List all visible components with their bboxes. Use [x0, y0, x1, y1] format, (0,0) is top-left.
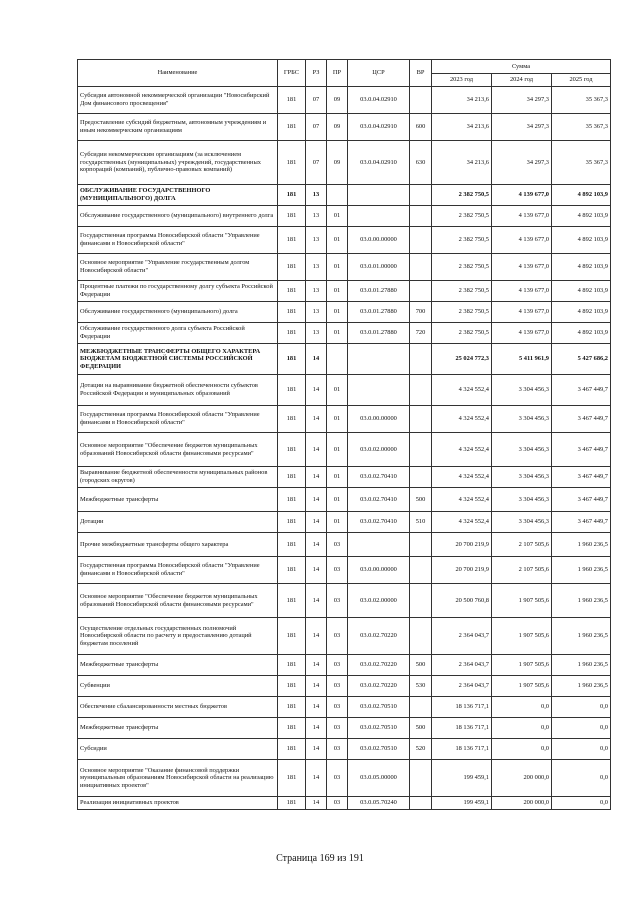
cell-name: Основное мероприятие "Управление государственным долгом Новосибирской области" [78, 254, 278, 281]
table-row [78, 281, 611, 302]
cell-2024: 34 297,3 [492, 87, 552, 114]
cell-csr [348, 344, 410, 375]
cell-csr: 03.0.04.02910 [348, 141, 410, 185]
budget-table [77, 59, 611, 810]
cell-grbs: 181 [278, 533, 306, 557]
cell-rz: 13 [306, 323, 327, 344]
table-row [78, 344, 611, 375]
cell-2023: 2 382 750,5 [432, 254, 492, 281]
cell-2025: 5 427 686,2 [552, 344, 611, 375]
cell-rz: 13 [306, 281, 327, 302]
cell-2024: 4 139 677,0 [492, 206, 552, 227]
cell-2025: 4 892 103,9 [552, 185, 611, 206]
cell-grbs: 181 [278, 760, 306, 797]
cell-pr: 03 [327, 655, 348, 676]
cell-name: Основное мероприятие "Обеспечение бюджетов муниципальных образований Новосибирской области финансовыми ресурсами" [78, 433, 278, 467]
cell-name: Выравнивание бюджетной обеспеченности муниципальных районов (городских округов) [78, 467, 278, 488]
cell-grbs: 181 [278, 302, 306, 323]
cell-rz: 07 [306, 87, 327, 114]
cell-2025: 0,0 [552, 739, 611, 760]
table-row [78, 141, 611, 185]
cell-csr [348, 185, 410, 206]
table-row [78, 433, 611, 467]
cell-name: Межбюджетные трансферты [78, 718, 278, 739]
cell-rz: 13 [306, 185, 327, 206]
cell-pr: 03 [327, 760, 348, 797]
cell-rz: 07 [306, 114, 327, 141]
cell-2023: 25 024 772,3 [432, 344, 492, 375]
table-row [78, 512, 611, 533]
cell-2025: 4 892 103,9 [552, 281, 611, 302]
cell-pr: 01 [327, 433, 348, 467]
cell-2023: 2 364 043,7 [432, 676, 492, 697]
cell-csr: 03.0.02.70220 [348, 618, 410, 655]
cell-2025: 3 467 449,7 [552, 512, 611, 533]
cell-csr [348, 375, 410, 406]
cell-2025: 3 467 449,7 [552, 488, 611, 512]
cell-2025: 0,0 [552, 760, 611, 797]
cell-csr: 03.0.02.00000 [348, 584, 410, 618]
header-year-2025: 2025 год [552, 74, 611, 87]
table-row [78, 655, 611, 676]
cell-pr: 01 [327, 281, 348, 302]
cell-2024: 3 304 456,3 [492, 488, 552, 512]
cell-rz: 13 [306, 302, 327, 323]
cell-2024: 0,0 [492, 718, 552, 739]
cell-2023: 2 382 750,5 [432, 281, 492, 302]
cell-2023: 4 324 552,4 [432, 406, 492, 433]
cell-csr: 03.0.02.70220 [348, 676, 410, 697]
cell-rz: 14 [306, 584, 327, 618]
table-row [78, 488, 611, 512]
cell-2024: 1 907 505,6 [492, 676, 552, 697]
table-body [78, 87, 611, 810]
cell-grbs: 181 [278, 87, 306, 114]
table-row [78, 760, 611, 797]
cell-name: Основное мероприятие "Обеспечение бюджетов муниципальных образований Новосибирской области финансовыми ресурсами" [78, 584, 278, 618]
cell-rz: 13 [306, 227, 327, 254]
cell-2025: 0,0 [552, 718, 611, 739]
cell-vr [410, 185, 432, 206]
cell-vr [410, 375, 432, 406]
cell-2023: 34 213,6 [432, 87, 492, 114]
cell-csr: 03.0.01.27880 [348, 281, 410, 302]
cell-2024: 4 139 677,0 [492, 281, 552, 302]
cell-2025: 1 960 236,5 [552, 655, 611, 676]
table-row [78, 797, 611, 810]
cell-name: ОБСЛУЖИВАНИЕ ГОСУДАРСТВЕННОГО (МУНИЦИПАЛЬНОГО) ДОЛГА [78, 185, 278, 206]
cell-vr: 520 [410, 739, 432, 760]
table-row [78, 739, 611, 760]
table-row [78, 254, 611, 281]
table-row [78, 114, 611, 141]
cell-name: Субсидии некоммерческим организациям (за исключением государственных (муниципальных) учреждений, государственных корпораций (компаний), публично-правовых компаний) [78, 141, 278, 185]
cell-2025: 4 892 103,9 [552, 302, 611, 323]
cell-vr [410, 467, 432, 488]
cell-2024: 3 304 456,3 [492, 406, 552, 433]
cell-name: Предоставление субсидий бюджетным, автономным учреждениям и иным некоммерческим организациям [78, 114, 278, 141]
cell-grbs: 181 [278, 141, 306, 185]
cell-rz: 14 [306, 533, 327, 557]
cell-grbs: 181 [278, 185, 306, 206]
cell-2025: 35 367,3 [552, 87, 611, 114]
cell-2025: 3 467 449,7 [552, 375, 611, 406]
cell-name: Государственная программа Новосибирской области "Управление финансами в Новосибирской области" [78, 406, 278, 433]
cell-vr: 530 [410, 676, 432, 697]
cell-rz: 14 [306, 760, 327, 797]
cell-2025: 3 467 449,7 [552, 467, 611, 488]
cell-pr: 03 [327, 676, 348, 697]
cell-csr: 03.0.02.70410 [348, 512, 410, 533]
cell-grbs: 181 [278, 718, 306, 739]
cell-name: Субвенции [78, 676, 278, 697]
cell-grbs: 181 [278, 797, 306, 810]
header-vr: ВР [410, 60, 432, 87]
cell-vr: 500 [410, 718, 432, 739]
cell-2024: 4 139 677,0 [492, 227, 552, 254]
cell-vr [410, 533, 432, 557]
cell-2023: 34 213,6 [432, 114, 492, 141]
cell-rz: 14 [306, 718, 327, 739]
cell-pr: 01 [327, 254, 348, 281]
cell-csr: 03.0.00.00000 [348, 557, 410, 584]
cell-2023: 199 459,1 [432, 797, 492, 810]
table-row [78, 557, 611, 584]
cell-csr: 03.0.01.27880 [348, 302, 410, 323]
cell-pr: 09 [327, 141, 348, 185]
cell-pr: 01 [327, 227, 348, 254]
cell-vr: 500 [410, 655, 432, 676]
cell-vr [410, 344, 432, 375]
cell-csr: 03.0.02.00000 [348, 433, 410, 467]
cell-pr: 03 [327, 718, 348, 739]
cell-2025: 1 960 236,5 [552, 676, 611, 697]
cell-2025: 35 367,3 [552, 141, 611, 185]
cell-name: Реализация инициативных проектов [78, 797, 278, 810]
cell-2023: 2 382 750,5 [432, 323, 492, 344]
cell-2024: 3 304 456,3 [492, 375, 552, 406]
cell-vr [410, 406, 432, 433]
cell-csr: 03.0.01.27880 [348, 323, 410, 344]
cell-2024: 2 107 505,6 [492, 557, 552, 584]
cell-vr: 700 [410, 302, 432, 323]
cell-vr [410, 760, 432, 797]
table-row [78, 323, 611, 344]
cell-2023: 199 459,1 [432, 760, 492, 797]
cell-csr: 03.0.02.70220 [348, 655, 410, 676]
cell-csr [348, 206, 410, 227]
cell-csr: 03.0.02.70510 [348, 697, 410, 718]
cell-name: Обслуживание государственного (муниципального) долга [78, 302, 278, 323]
cell-grbs: 181 [278, 676, 306, 697]
cell-name: Обеспечение сбалансированности местных бюджетов [78, 697, 278, 718]
cell-grbs: 181 [278, 344, 306, 375]
cell-vr [410, 618, 432, 655]
cell-csr: 03.0.00.00000 [348, 406, 410, 433]
cell-2023: 18 136 717,1 [432, 739, 492, 760]
cell-2023: 2 364 043,7 [432, 655, 492, 676]
cell-rz: 13 [306, 206, 327, 227]
cell-vr [410, 206, 432, 227]
cell-grbs: 181 [278, 467, 306, 488]
cell-pr: 01 [327, 512, 348, 533]
cell-2024: 4 139 677,0 [492, 185, 552, 206]
cell-vr [410, 433, 432, 467]
cell-pr: 01 [327, 406, 348, 433]
cell-name: Государственная программа Новосибирской области "Управление финансами в Новосибирской области" [78, 557, 278, 584]
cell-2023: 18 136 717,1 [432, 697, 492, 718]
cell-rz: 14 [306, 676, 327, 697]
cell-2025: 1 960 236,5 [552, 557, 611, 584]
cell-vr: 630 [410, 141, 432, 185]
table-row [78, 467, 611, 488]
cell-csr: 03.0.02.70510 [348, 739, 410, 760]
cell-name: МЕЖБЮДЖЕТНЫЕ ТРАНСФЕРТЫ ОБЩЕГО ХАРАКТЕРА БЮДЖЕТАМ БЮДЖЕТНОЙ СИСТЕМЫ РОССИЙСКОЙ ФЕДЕРАЦИИ [78, 344, 278, 375]
cell-pr: 01 [327, 206, 348, 227]
cell-2023: 4 324 552,4 [432, 433, 492, 467]
cell-2025: 35 367,3 [552, 114, 611, 141]
cell-2024: 34 297,3 [492, 141, 552, 185]
cell-csr: 03.0.05.70240 [348, 797, 410, 810]
cell-name: Межбюджетные трансферты [78, 655, 278, 676]
cell-2025: 1 960 236,5 [552, 618, 611, 655]
cell-2023: 2 382 750,5 [432, 227, 492, 254]
table-row [78, 533, 611, 557]
cell-2024: 3 304 456,3 [492, 512, 552, 533]
cell-vr: 510 [410, 512, 432, 533]
cell-2025: 4 892 103,9 [552, 323, 611, 344]
cell-pr: 01 [327, 467, 348, 488]
cell-2023: 2 382 750,5 [432, 185, 492, 206]
cell-csr [348, 533, 410, 557]
cell-2024: 34 297,3 [492, 114, 552, 141]
cell-pr: 09 [327, 87, 348, 114]
cell-csr: 03.0.05.00000 [348, 760, 410, 797]
cell-csr: 03.0.04.02910 [348, 114, 410, 141]
cell-2024: 5 411 961,9 [492, 344, 552, 375]
cell-csr: 03.0.02.70410 [348, 488, 410, 512]
cell-2023: 34 213,6 [432, 141, 492, 185]
cell-pr: 03 [327, 618, 348, 655]
cell-2024: 2 107 505,6 [492, 533, 552, 557]
table-row [78, 718, 611, 739]
cell-2024: 3 304 456,3 [492, 433, 552, 467]
cell-2023: 20 700 219,9 [432, 533, 492, 557]
cell-rz: 14 [306, 655, 327, 676]
cell-2023: 4 324 552,4 [432, 467, 492, 488]
cell-2025: 4 892 103,9 [552, 206, 611, 227]
cell-2024: 200 000,0 [492, 760, 552, 797]
cell-2025: 0,0 [552, 697, 611, 718]
cell-rz: 14 [306, 375, 327, 406]
cell-grbs: 181 [278, 227, 306, 254]
cell-pr: 03 [327, 533, 348, 557]
cell-2023: 20 500 760,8 [432, 584, 492, 618]
cell-csr: 03.0.02.70410 [348, 467, 410, 488]
cell-grbs: 181 [278, 739, 306, 760]
cell-grbs: 181 [278, 557, 306, 584]
cell-2025: 4 892 103,9 [552, 227, 611, 254]
cell-2023: 4 324 552,4 [432, 375, 492, 406]
cell-2024: 200 000,0 [492, 797, 552, 810]
cell-pr: 01 [327, 302, 348, 323]
table-row [78, 375, 611, 406]
cell-2025: 4 892 103,9 [552, 254, 611, 281]
cell-2024: 1 907 505,6 [492, 584, 552, 618]
cell-2025: 1 960 236,5 [552, 584, 611, 618]
cell-rz: 14 [306, 433, 327, 467]
cell-pr: 03 [327, 739, 348, 760]
cell-csr: 03.0.01.00000 [348, 254, 410, 281]
cell-2023: 18 136 717,1 [432, 718, 492, 739]
cell-2024: 3 304 456,3 [492, 467, 552, 488]
cell-rz: 07 [306, 141, 327, 185]
cell-grbs: 181 [278, 375, 306, 406]
cell-rz: 14 [306, 557, 327, 584]
cell-vr [410, 281, 432, 302]
cell-2023: 2 364 043,7 [432, 618, 492, 655]
header-rz: РЗ [306, 60, 327, 87]
cell-pr [327, 185, 348, 206]
cell-vr: 600 [410, 114, 432, 141]
cell-grbs: 181 [278, 618, 306, 655]
cell-rz: 14 [306, 739, 327, 760]
cell-vr [410, 797, 432, 810]
cell-name: Дотации [78, 512, 278, 533]
cell-grbs: 181 [278, 206, 306, 227]
table-row [78, 697, 611, 718]
header-grbs: ГРБС [278, 60, 306, 87]
table-row [78, 584, 611, 618]
table-row [78, 227, 611, 254]
cell-pr: 01 [327, 488, 348, 512]
cell-grbs: 181 [278, 584, 306, 618]
header-sum: Сумма [432, 60, 611, 74]
cell-rz: 14 [306, 488, 327, 512]
cell-vr [410, 697, 432, 718]
cell-vr [410, 227, 432, 254]
cell-pr: 01 [327, 375, 348, 406]
cell-2024: 1 907 505,6 [492, 655, 552, 676]
cell-2025: 3 467 449,7 [552, 406, 611, 433]
cell-grbs: 181 [278, 512, 306, 533]
cell-2025: 0,0 [552, 797, 611, 810]
header-pr: ПР [327, 60, 348, 87]
cell-pr: 03 [327, 584, 348, 618]
cell-vr [410, 584, 432, 618]
page-number: Страница 169 из 191 [276, 853, 364, 864]
table-row [78, 206, 611, 227]
cell-2023: 4 324 552,4 [432, 512, 492, 533]
table-row [78, 618, 611, 655]
cell-grbs: 181 [278, 488, 306, 512]
cell-vr [410, 87, 432, 114]
cell-grbs: 181 [278, 655, 306, 676]
header-year-2023: 2023 год [432, 74, 492, 87]
cell-2024: 1 907 505,6 [492, 618, 552, 655]
cell-csr: 03.0.04.02910 [348, 87, 410, 114]
cell-name: Дотации на выравнивание бюджетной обеспеченности субъектов Российской Федерации и муниципальных образований [78, 375, 278, 406]
cell-name: Государственная программа Новосибирской области "Управление финансами в Новосибирской области" [78, 227, 278, 254]
cell-2024: 4 139 677,0 [492, 323, 552, 344]
cell-vr [410, 254, 432, 281]
header-name: Наименование [78, 60, 278, 87]
header-year-2024: 2024 год [492, 74, 552, 87]
cell-2025: 1 960 236,5 [552, 533, 611, 557]
cell-pr: 03 [327, 697, 348, 718]
cell-name: Обслуживание государственного долга субъекта Российской Федерации [78, 323, 278, 344]
cell-2024: 0,0 [492, 697, 552, 718]
cell-rz: 14 [306, 467, 327, 488]
cell-name: Субсидия автономной некоммерческой организации "Новосибирский Дом финансового просвещения" [78, 87, 278, 114]
cell-name: Обслуживание государственного (муниципального) внутреннего долга [78, 206, 278, 227]
cell-name: Субсидии [78, 739, 278, 760]
cell-pr: 09 [327, 114, 348, 141]
cell-2023: 4 324 552,4 [432, 488, 492, 512]
cell-pr: 01 [327, 323, 348, 344]
cell-pr: 03 [327, 557, 348, 584]
cell-rz: 14 [306, 406, 327, 433]
table-row [78, 185, 611, 206]
cell-rz: 14 [306, 697, 327, 718]
table-header [78, 60, 611, 87]
cell-csr: 03.0.00.00000 [348, 227, 410, 254]
cell-name: Процентные платежи по государственному долгу субъекта Российской Федерации [78, 281, 278, 302]
cell-rz: 14 [306, 618, 327, 655]
cell-pr [327, 344, 348, 375]
cell-2025: 3 467 449,7 [552, 433, 611, 467]
cell-2024: 4 139 677,0 [492, 254, 552, 281]
cell-rz: 14 [306, 797, 327, 810]
cell-grbs: 181 [278, 281, 306, 302]
cell-2024: 0,0 [492, 739, 552, 760]
cell-name: Межбюджетные трансферты [78, 488, 278, 512]
header-csr: ЦСР [348, 60, 410, 87]
cell-name: Прочие межбюджетные трансферты общего характера [78, 533, 278, 557]
cell-rz: 14 [306, 344, 327, 375]
cell-2024: 4 139 677,0 [492, 302, 552, 323]
cell-2023: 20 700 219,9 [432, 557, 492, 584]
cell-rz: 13 [306, 254, 327, 281]
cell-grbs: 181 [278, 406, 306, 433]
cell-vr: 720 [410, 323, 432, 344]
cell-grbs: 181 [278, 697, 306, 718]
table-row [78, 302, 611, 323]
cell-vr [410, 557, 432, 584]
table-row [78, 406, 611, 433]
cell-grbs: 181 [278, 114, 306, 141]
table-row [78, 87, 611, 114]
cell-2023: 2 382 750,5 [432, 302, 492, 323]
cell-grbs: 181 [278, 254, 306, 281]
cell-csr: 03.0.02.70510 [348, 718, 410, 739]
cell-name: Основное мероприятие "Оказание финансовой поддержки муниципальным образованиям Новосибирской области на реализацию инициативных проектов" [78, 760, 278, 797]
table-row [78, 676, 611, 697]
cell-rz: 14 [306, 512, 327, 533]
cell-vr: 500 [410, 488, 432, 512]
cell-pr: 03 [327, 797, 348, 810]
cell-name: Осуществление отдельных государственных полномочий Новосибирской области по расчету и предоставлению дотаций бюджетам поселений [78, 618, 278, 655]
cell-2023: 2 382 750,5 [432, 206, 492, 227]
cell-grbs: 181 [278, 323, 306, 344]
cell-grbs: 181 [278, 433, 306, 467]
